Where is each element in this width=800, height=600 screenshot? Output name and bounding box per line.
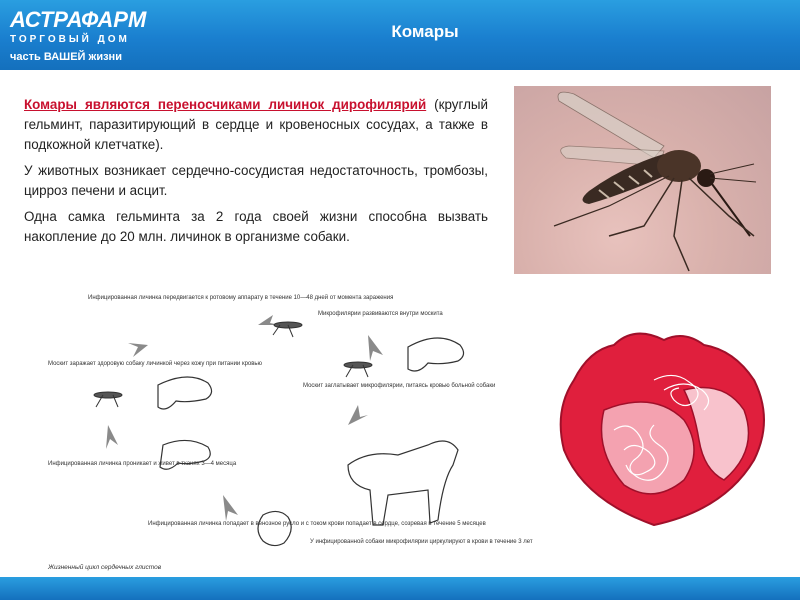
highlight-text: Комары являются переносчиками личинок дирофилярий <box>24 97 427 112</box>
paragraph-3: Одна самка гельминта за 2 года своей жизни способна вызвать накопление до 20 млн. личинок в организме собаки. <box>24 209 488 244</box>
arrow-icon <box>128 343 148 357</box>
header-bar <box>0 0 800 70</box>
heart-illustration <box>534 320 786 530</box>
logo-sub-text: ТОРГОВЫЙ ДОМ <box>10 34 130 45</box>
label-larva-moves: Инфицированная личинка передвигается к ротовому аппарату в течение 10—48 дней от момента заражения <box>88 295 394 301</box>
mosquito-icon <box>344 362 372 377</box>
dog-head-icon <box>408 338 464 371</box>
heart-sketch-icon <box>258 511 291 545</box>
mosquito-icon <box>94 392 122 407</box>
mosquito-illustration <box>514 86 771 274</box>
arrow-icon <box>368 335 383 361</box>
slide-title: Комары <box>391 22 459 41</box>
life-cycle-diagram <box>48 285 533 575</box>
arrow-icon <box>348 405 368 425</box>
label-microfilaria-develop: Микрофилярии развиваются внутри москита <box>318 311 443 317</box>
paragraph-2: У животных возникает сердечно-сосудистая недостаточность, тромбозы, цирроз печени и асцит. <box>24 163 488 198</box>
label-mosquito-bite: Москит заражает здоровую собаку личинкой через кожу при питании кровью <box>48 361 263 367</box>
arrow-icon <box>106 425 118 449</box>
life-cycle-svg <box>48 285 533 575</box>
footer-bar <box>0 577 800 600</box>
paragraph-1-rest: (круглый гельминт, паразитирующий в сердце и кровеносных сосудах, а также в подкожной клетчатке). <box>24 97 488 152</box>
label-mosquito-feed: Москит заглатывает микрофилярии, питаясь кровью больной собаки <box>303 383 496 389</box>
cycle-arrows <box>106 315 383 521</box>
arrow-icon <box>223 495 238 521</box>
body-text <box>24 95 488 253</box>
logo-tagline: часть ВАШЕЙ жизни <box>10 51 122 63</box>
logo-main-text: АСТРАФАРМ <box>10 7 147 32</box>
label-larva-heart: Инфицированная личинка попадает в венозное русло и с током крови попадает в сердце, созревая в течение 5 месяцев <box>148 521 486 527</box>
label-dog-blood: У инфицированной собаки микрофилярии циркулируют в крови в течение 3 лет <box>310 539 533 545</box>
paragraph-1 <box>24 95 488 155</box>
company-logo[interactable] <box>10 8 146 63</box>
heart-svg <box>534 320 786 530</box>
mosquito-photo <box>514 86 771 274</box>
diagram-caption: Жизненный цикл сердечных глистов <box>48 564 162 571</box>
dog-body-icon <box>348 441 458 525</box>
label-larva-skin: Инфицированная личинка проникает и живет в тканях 3—4 месяца <box>48 461 237 467</box>
mosquito-icon <box>273 322 302 337</box>
dog-head-icon <box>158 377 212 409</box>
